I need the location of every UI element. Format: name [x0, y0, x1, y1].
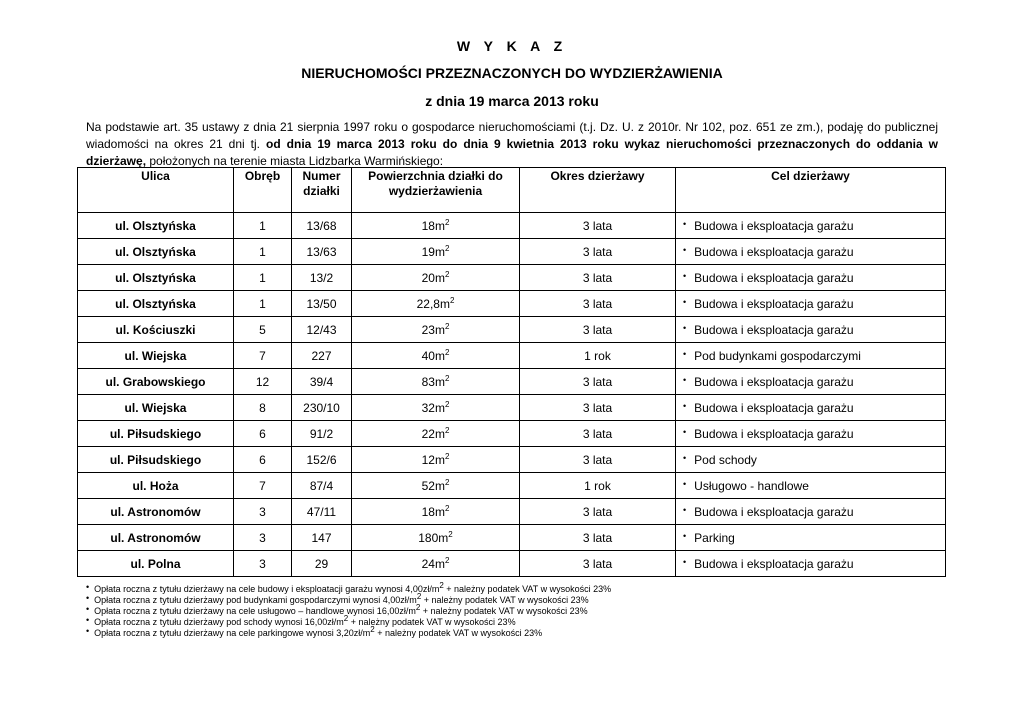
table-row [78, 291, 946, 317]
cel-text: Budowa i eksploatacja garażu [694, 556, 854, 571]
cell-okres: 3 lata [520, 421, 676, 447]
area-value: 23m [421, 322, 445, 337]
area-exponent: 2 [370, 625, 375, 634]
cell-cel [676, 291, 946, 317]
bullet-icon: • [683, 244, 687, 255]
cell-numer: 91/2 [292, 421, 352, 447]
area-exponent: 2 [444, 399, 450, 409]
cell-ulica: ul. Astronomów [78, 525, 234, 551]
cell-obreb: 1 [234, 239, 292, 265]
cell-numer: 39/4 [292, 369, 352, 395]
cel-text: Budowa i eksploatacja garażu [694, 504, 854, 519]
area-exponent: 2 [449, 295, 455, 305]
table-header-row [78, 168, 946, 213]
cell-okres: 1 rok [520, 473, 676, 499]
area-value: 32m [421, 400, 445, 415]
bullet-icon: • [683, 530, 687, 541]
cell-obreb: 12 [234, 369, 292, 395]
cell-numer: 12/43 [292, 317, 352, 343]
col-header-okres: Okres dzierżawy [520, 168, 676, 213]
footnote-item [86, 581, 612, 595]
cell-cel [676, 525, 946, 551]
cell-ulica: ul. Olsztyńska [78, 291, 234, 317]
col-header-powierzchnia: Powierzchnia działki do wydzierżawienia [352, 168, 520, 213]
cell-powierzchnia [352, 421, 520, 447]
area-exponent: 2 [444, 243, 450, 253]
col-header-obreb: Obręb [234, 168, 292, 213]
area-value: 24m [421, 556, 445, 571]
table-row [78, 265, 946, 291]
area-value: 20m [421, 270, 445, 285]
bullet-icon: • [683, 218, 687, 229]
area-exponent: 2 [343, 614, 349, 623]
area-exponent: 2 [416, 592, 422, 601]
cell-ulica: ul. Olsztyńska [78, 213, 234, 239]
cell-okres: 3 lata [520, 499, 676, 525]
cel-text: Budowa i eksploatacja garażu [694, 218, 854, 233]
area-exponent: 2 [444, 269, 450, 279]
table-row [78, 473, 946, 499]
area-value: 83m [421, 374, 445, 389]
area-value: 22m [421, 426, 445, 441]
bullet-icon: • [683, 478, 687, 489]
area-exponent: 2 [444, 321, 450, 331]
bullet-icon: • [683, 426, 687, 437]
table-row [78, 421, 946, 447]
cel-text: Budowa i eksploatacja garażu [694, 296, 854, 311]
cell-obreb: 8 [234, 395, 292, 421]
cell-cel [676, 369, 946, 395]
cell-cel [676, 239, 946, 265]
cell-numer: 47/11 [292, 499, 352, 525]
cell-okres: 3 lata [520, 317, 676, 343]
cell-powierzchnia [352, 499, 520, 525]
bullet-icon: • [683, 452, 687, 463]
cell-powierzchnia [352, 525, 520, 551]
bullet-icon: • [683, 296, 687, 307]
bullet-icon: • [683, 400, 687, 411]
table-row [78, 525, 946, 551]
area-value: 12m [421, 452, 445, 467]
cel-text: Budowa i eksploatacja garażu [694, 270, 854, 285]
cell-okres: 3 lata [520, 551, 676, 577]
cell-okres: 3 lata [520, 213, 676, 239]
cell-cel [676, 395, 946, 421]
cell-ulica: ul. Polna [78, 551, 234, 577]
cell-cel [676, 213, 946, 239]
area-exponent: 2 [415, 603, 421, 612]
cell-ulica: ul. Kościuszki [78, 317, 234, 343]
cell-cel [676, 421, 946, 447]
cell-ulica: ul. Piłsudskiego [78, 421, 234, 447]
cell-cel [676, 447, 946, 473]
cell-numer: 227 [292, 343, 352, 369]
footnote-text: Opłata roczna z tytułu dzierżawy na cele parkingowe wynosi 3,20zł/m [94, 628, 371, 638]
table-row [78, 551, 946, 577]
cel-text: Budowa i eksploatacja garażu [694, 244, 854, 259]
area-value: 180m [418, 530, 449, 545]
cell-obreb: 6 [234, 447, 292, 473]
cell-obreb: 1 [234, 213, 292, 239]
cell-ulica: ul. Astronomów [78, 499, 234, 525]
cell-powierzchnia [352, 369, 520, 395]
cell-numer: 87/4 [292, 473, 352, 499]
bullet-icon: • [683, 504, 687, 515]
cell-okres: 3 lata [520, 265, 676, 291]
cel-text: Parking [694, 530, 735, 545]
cell-obreb: 6 [234, 421, 292, 447]
lease-table [77, 167, 946, 577]
table-row [78, 317, 946, 343]
footnote-tax: + należny podatek VAT w wysokości 23% [374, 628, 543, 638]
area-value: 19m [421, 244, 445, 259]
cell-obreb: 7 [234, 343, 292, 369]
table-row [78, 369, 946, 395]
cell-okres: 3 lata [520, 395, 676, 421]
bullet-icon: • [683, 374, 687, 385]
area-exponent: 2 [439, 581, 444, 590]
area-value: 18m [421, 218, 445, 233]
cell-powierzchnia [352, 447, 520, 473]
cell-okres: 3 lata [520, 239, 676, 265]
area-value: 18m [421, 504, 445, 519]
cell-okres: 3 lata [520, 369, 676, 395]
cell-powierzchnia [352, 343, 520, 369]
area-value: 22,8m [416, 296, 450, 311]
footnote-text: Opłata roczna z tytułu dzierżawy na cele usługowo – handlowe wynosi 16,00zł/m [94, 606, 416, 616]
footnote-text: Opłata roczna z tytułu dzierżawy pod schody wynosi 16,00zł/m [94, 617, 344, 627]
table-row [78, 499, 946, 525]
cell-cel [676, 265, 946, 291]
cell-powierzchnia [352, 551, 520, 577]
cell-obreb: 7 [234, 473, 292, 499]
cell-ulica: ul. Wiejska [78, 343, 234, 369]
bullet-icon: • [683, 270, 687, 281]
intro-text-bold: od dnia 19 marca 2013 roku do dnia 9 kwietnia 2013 roku wykaz nieruchomości przeznaczonych do oddania w dzierżawę, [86, 137, 938, 168]
bullet-icon: • [683, 348, 687, 359]
document-subtitle: NIERUCHOMOŚCI PRZEZNACZONYCH DO WYDZIERŻAWIENIA [301, 65, 723, 81]
col-header-cel: Cel dzierżawy [676, 168, 946, 213]
document-date: z dnia 19 marca 2013 roku [425, 93, 599, 109]
cell-obreb: 3 [234, 551, 292, 577]
bullet-icon: • [683, 322, 687, 333]
footnote-tax: + należny podatek VAT w wysokości 23% [348, 617, 516, 627]
bullet-icon: • [86, 615, 90, 625]
cell-ulica: ul. Wiejska [78, 395, 234, 421]
cell-cel [676, 473, 946, 499]
bullet-icon: • [86, 626, 90, 636]
cell-obreb: 3 [234, 499, 292, 525]
cell-ulica: ul. Piłsudskiego [78, 447, 234, 473]
cell-cel [676, 343, 946, 369]
area-value: 40m [421, 348, 445, 363]
area-value: 52m [421, 478, 445, 493]
cell-powierzchnia [352, 213, 520, 239]
cell-obreb: 3 [234, 525, 292, 551]
cell-cel [676, 551, 946, 577]
cell-numer: 13/63 [292, 239, 352, 265]
bullet-icon: • [86, 604, 90, 614]
cell-numer: 13/50 [292, 291, 352, 317]
table-row [78, 239, 946, 265]
footnote-tax: + należny podatek VAT w wysokości 23% [420, 606, 588, 616]
footnote-text: Opłata roczna z tytułu dzierżawy pod budynkami gospodarczymi wynosi 4,00zł/m [94, 595, 417, 605]
footnote-item [86, 592, 611, 606]
area-exponent: 2 [444, 451, 450, 461]
cel-text: Budowa i eksploatacja garażu [694, 322, 854, 337]
area-exponent: 2 [444, 503, 450, 513]
cell-powierzchnia [352, 265, 520, 291]
footnotes [86, 581, 612, 639]
cell-powierzchnia [352, 395, 520, 421]
cell-ulica: ul. Olsztyńska [78, 265, 234, 291]
cell-obreb: 5 [234, 317, 292, 343]
cel-text: Budowa i eksploatacja garażu [694, 426, 854, 441]
cell-numer: 29 [292, 551, 352, 577]
area-exponent: 2 [448, 529, 453, 539]
footnote-item [86, 614, 611, 628]
cell-okres: 3 lata [520, 291, 676, 317]
area-exponent: 2 [444, 347, 450, 357]
col-header-ulica: Ulica [78, 168, 234, 213]
footnote-item [86, 603, 611, 617]
cell-powierzchnia [352, 473, 520, 499]
cell-ulica: ul. Hoża [78, 473, 234, 499]
document-title: W Y K A Z [456, 38, 568, 54]
cell-numer: 152/6 [292, 447, 352, 473]
cel-text: Pod budynkami gospodarczymi [694, 348, 861, 363]
cell-numer: 147 [292, 525, 352, 551]
cell-okres: 1 rok [520, 343, 676, 369]
intro-paragraph [86, 119, 938, 170]
cell-cel [676, 317, 946, 343]
cell-okres: 3 lata [520, 525, 676, 551]
bullet-icon: • [683, 556, 687, 567]
table-row [78, 395, 946, 421]
bullet-icon: • [86, 582, 90, 592]
cell-numer: 230/10 [292, 395, 352, 421]
cell-numer: 13/68 [292, 213, 352, 239]
cel-text: Pod schody [694, 452, 757, 467]
cell-ulica: ul. Olsztyńska [78, 239, 234, 265]
area-exponent: 2 [444, 217, 450, 227]
footnote-tax: + należny podatek VAT w wysokości 23% [421, 595, 589, 605]
area-exponent: 2 [444, 555, 450, 565]
cell-cel [676, 499, 946, 525]
area-exponent: 2 [444, 477, 450, 487]
cel-text: Usługowo - handlowe [694, 478, 809, 493]
cell-powierzchnia [352, 317, 520, 343]
table-row [78, 213, 946, 239]
cell-ulica: ul. Grabowskiego [78, 369, 234, 395]
intro-text-1: Na podstawie art. 35 ustawy z dnia 21 sierpnia 1997 roku o gospodarce nieruchomościami (t.j. Dz. U. z 2010r. Nr 102, poz. 651 ze zm.), podaję do publicznej wiadomości na okres 21 dni tj. [86, 120, 938, 151]
cell-okres: 3 lata [520, 447, 676, 473]
table-row [78, 447, 946, 473]
table-row [78, 343, 946, 369]
bullet-icon: • [86, 593, 90, 603]
col-header-numer: Numer działki [292, 168, 352, 213]
intro-text-2: położonych na terenie miasta Lidzbarka Warmińskiego: [146, 154, 444, 168]
footnote-item [86, 625, 611, 639]
cel-text: Budowa i eksploatacja garażu [694, 374, 854, 389]
footnote-tax: + należny podatek VAT w wysokości 23% [443, 584, 612, 594]
cell-obreb: 1 [234, 265, 292, 291]
area-exponent: 2 [444, 425, 450, 435]
cell-numer: 13/2 [292, 265, 352, 291]
cell-obreb: 1 [234, 291, 292, 317]
footnote-text: Opłata roczna z tytułu dzierżawy na cele budowy i eksploatacji garażu wynosi 4,00zł/m [94, 584, 440, 594]
area-exponent: 2 [444, 373, 450, 383]
cel-text: Budowa i eksploatacja garażu [694, 400, 854, 415]
cell-powierzchnia [352, 239, 520, 265]
cell-powierzchnia [352, 291, 520, 317]
